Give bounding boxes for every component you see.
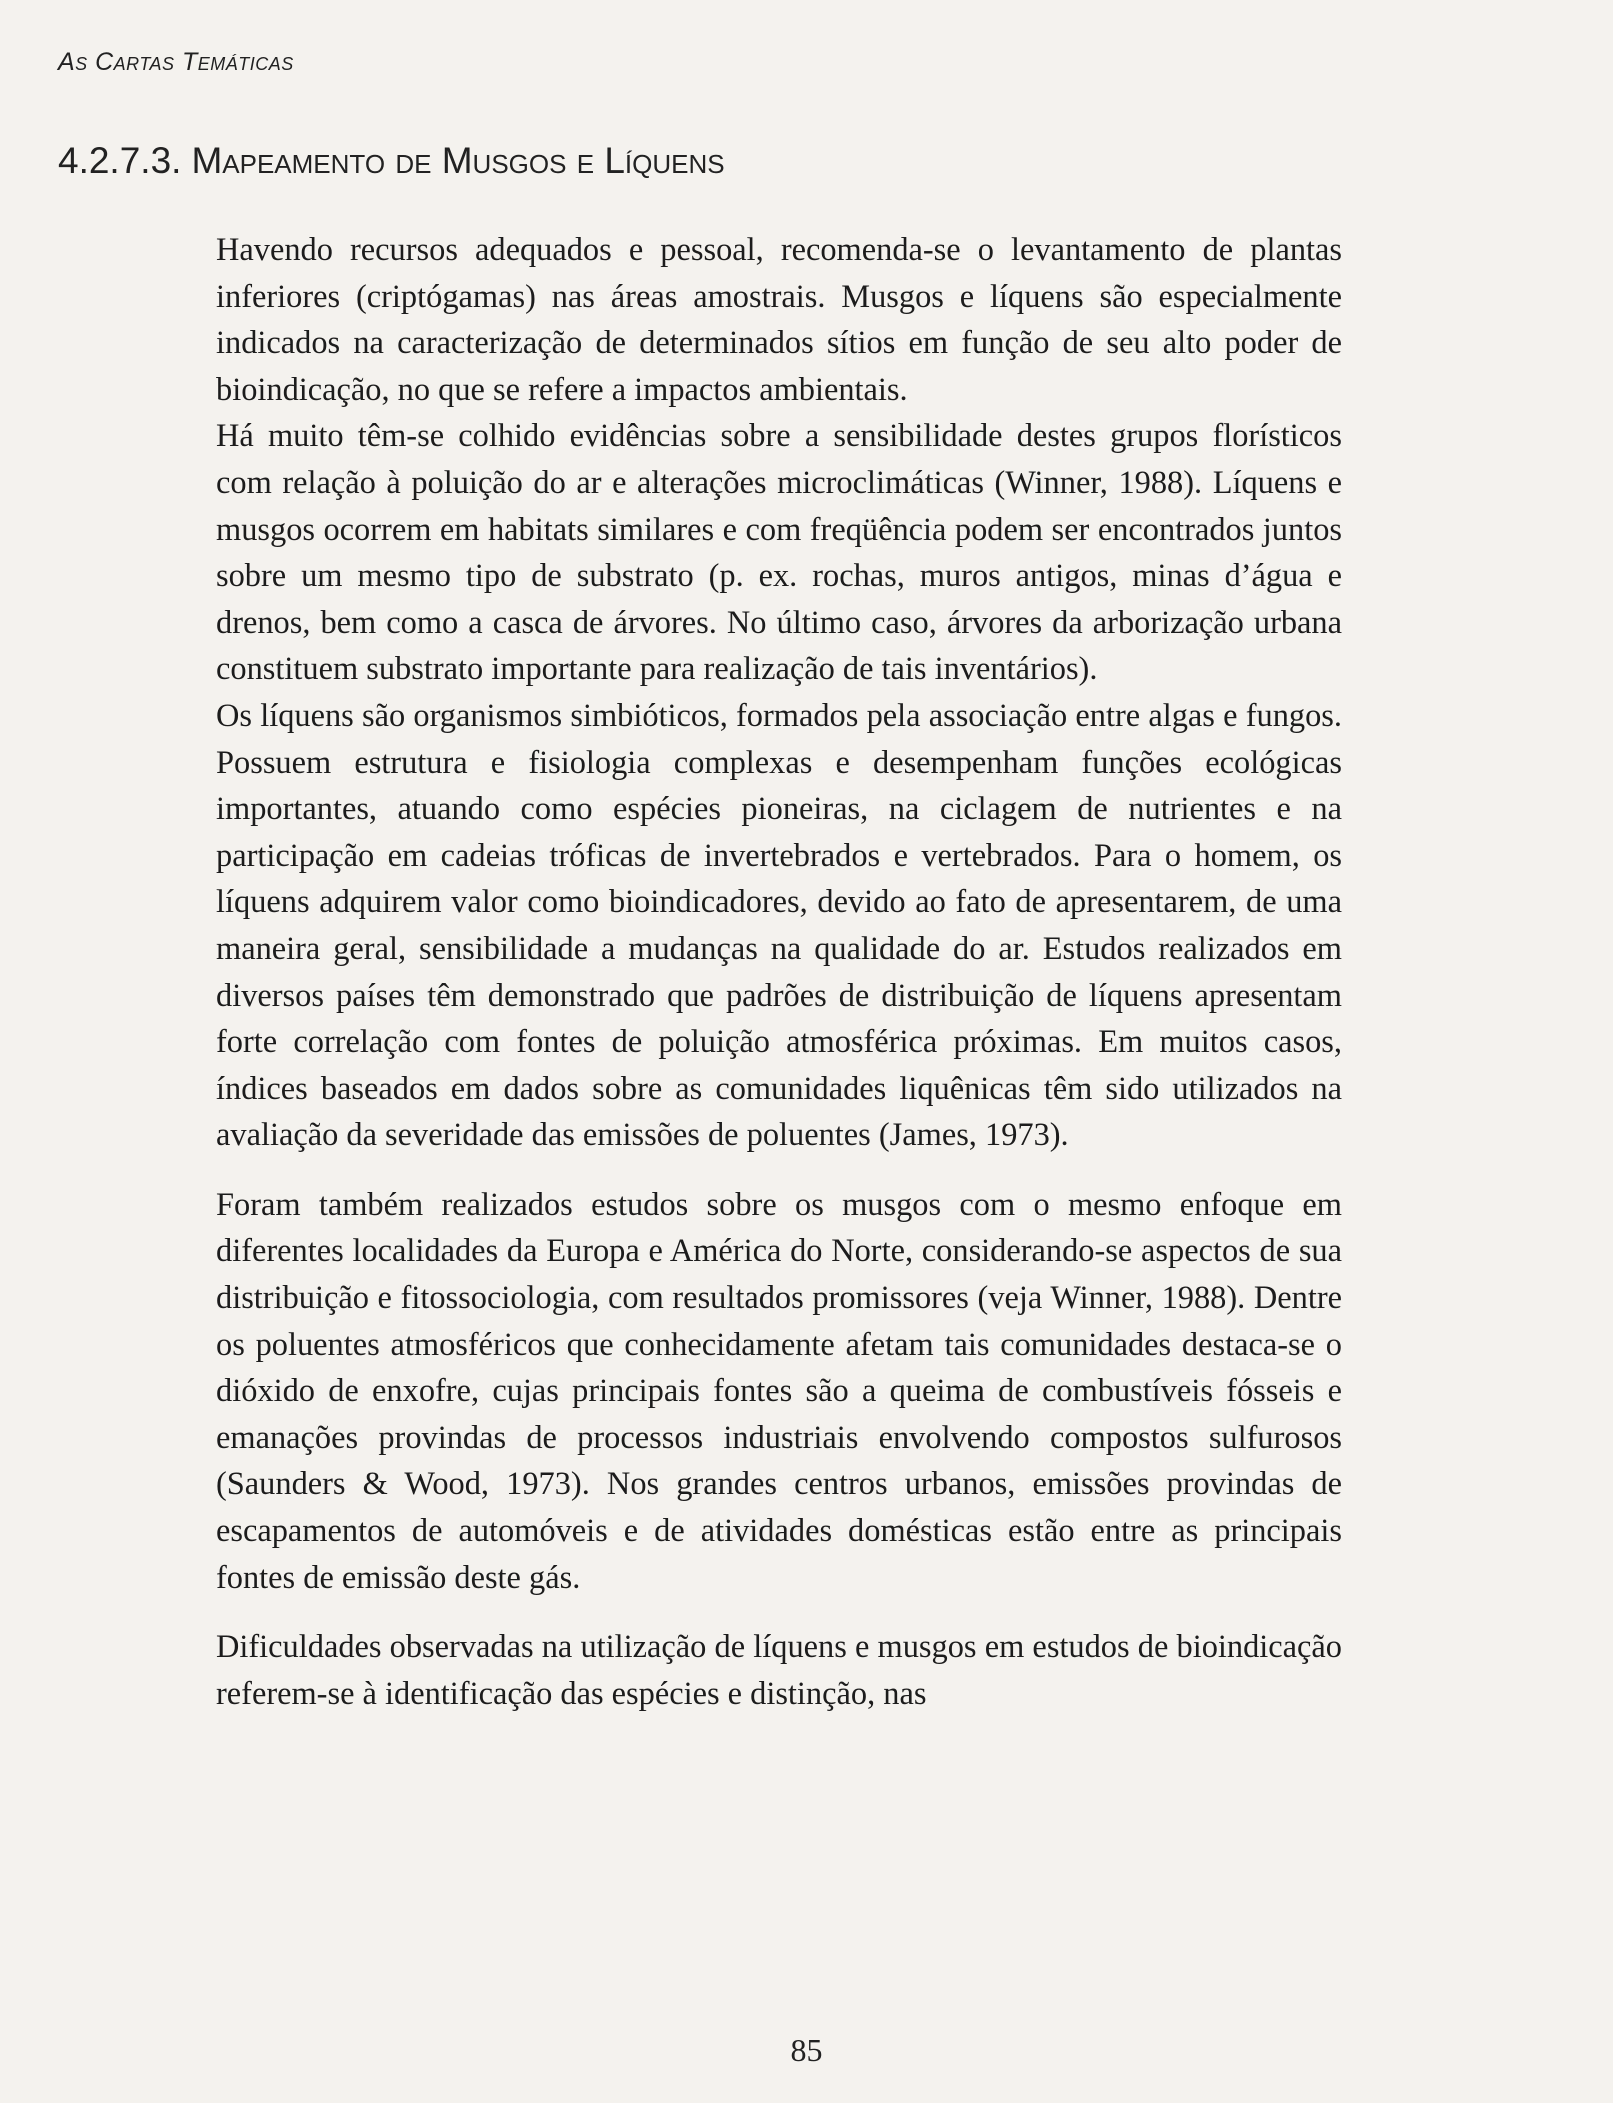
section-heading <box>58 140 725 182</box>
page-number: 85 <box>790 2032 823 2068</box>
paragraph-1: Havendo recursos adequados e pessoal, recomenda-se o levantamento de plantas inferiores (criptógamas) nas áreas amostrais. Musgos e líquens são especialmente indicados na caracterização de determinados sítios em função de seu alto poder de bioindicação, no que se refere a impactos ambientais. <box>216 232 1342 408</box>
paragraph-5: Dificuldades observadas na utilização de líquens e musgos em estudos de bioindicação referem-se à identificação das espécies e distinção, nas <box>216 1629 1342 1712</box>
paragraph-4: Foram também realizados estudos sobre os musgos com o mesmo enfoque em diferentes localidades da Europa e América do Norte, considerando-se aspectos de sua distribuição e fitossociologia, com resultados promissores (veja Winner, 1988). Dentre os poluentes atmosféricos que conhecidamente afetam tais comunidades destaca-se o dióxido de enxofre, cujas principais fontes são a queima de combustíveis fósseis e emanações provindas de processos industriais envolvendo compostos sulfurosos (Saunders & Wood, 1973). Nos grandes centros urbanos, emissões provindas de escapamentos de automóveis e de atividades domésticas estão entre as principais fontes de emissão deste gás. <box>216 1186 1342 1596</box>
section-number: 4.2.7.3. <box>58 140 182 181</box>
paragraph-2: Há muito têm-se colhido evidências sobre a sensibilidade destes grupos florísticos com relação à poluição do ar e alterações microclimáticas (Winner, 1988). Líquens e musgos ocorrem em habitats similares e com freqüência podem ser encontrados juntos sobre um mesmo tipo de substrato (p. ex. rochas, muros antigos, minas d’água e drenos, bem como a casca de árvores. No último caso, árvores da arborização urbana constituem substrato importante para realização de tais inventários). <box>216 418 1342 688</box>
section-title: Mapeamento de Musgos e Líquens <box>191 140 725 181</box>
running-header: As Cartas Temáticas <box>58 48 294 76</box>
paragraph-3: Os líquens são organismos simbióticos, formados pela associação entre algas e fungos. Possuem estrutura e fisiologia complexas e desempenham funções ecológicas importantes, atuando como espécies pioneiras, na ciclagem de nutrientes e na participação em cadeias tróficas de invertebrados e vertebrados. Para o homem, os líquens adquirem valor como bioindicadores, devido ao fato de apresentarem, de uma maneira geral, sensibilidade a mudanças na qualidade do ar. Estudos realizados em diversos países têm demonstrado que padrões de distribuição de líquens apresentam forte correlação com fontes de poluição atmosférica próximas. Em muitos casos, índices baseados em dados sobre as comunidades liquênicas têm sido utilizados na avaliação da severidade das emissões de poluentes (James, 1973). <box>216 697 1342 1154</box>
body-text <box>216 227 1342 1717</box>
